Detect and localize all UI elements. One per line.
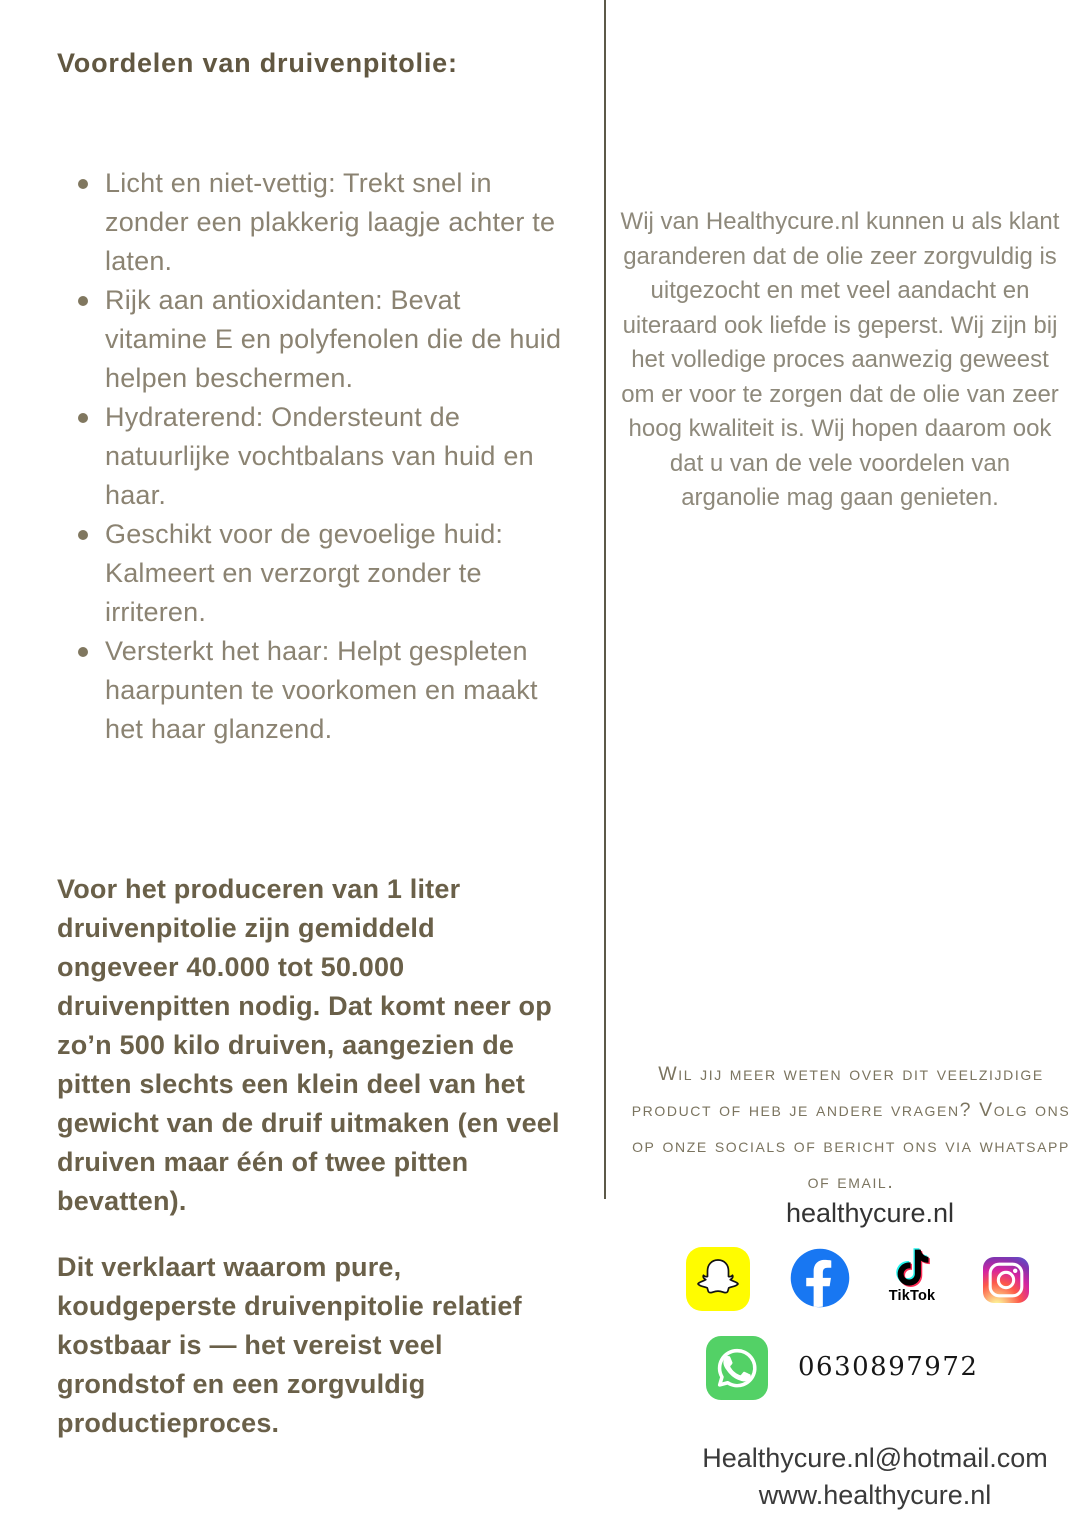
page-title: Voordelen van druivenpitolie: (57, 48, 458, 78)
column-divider (604, 0, 606, 1199)
left-column (57, 48, 569, 1438)
brand-name: healthycure.nl (785, 1198, 955, 1228)
whatsapp-icon[interactable] (706, 1336, 768, 1400)
contact-block (655, 1440, 1080, 1514)
whatsapp-number[interactable]: 0630897972 (798, 1352, 979, 1382)
list-item: Hydraterend: Ondersteunt de natuurlijke vochtbalans van huid en haar. (57, 398, 569, 515)
list-item: Geschikt voor de gevoelige huid: Kalmeert en verzorgt zonder te irriteren. (57, 515, 569, 632)
website-url[interactable]: www.healthycure.nl (758, 1480, 992, 1510)
tiktok-label: TikTok (888, 1288, 936, 1304)
list-item: Rijk aan antioxidanten: Bevat vitamine E en polyfenolen die de huid helpen beschermen. (57, 281, 569, 398)
benefits-list (57, 164, 569, 749)
instagram-icon[interactable] (983, 1257, 1029, 1303)
email-address[interactable]: Healthycure.nl@hotmail.com (702, 1443, 1048, 1473)
contact-cta-text: Wil jij meer weten over dit veelzijdige product of heb je andere vragen? Volg ons op onze socials of bericht ons via whatsapp of email. (631, 1063, 1071, 1193)
production-paragraph: Voor het produceren van 1 liter druivenpitolie zijn gemiddeld ongeveer 40.000 tot 50.000 druivenpitten nodig. Dat komt neer op zo’n 500 kilo druiven, aangezien de pitten slechts een klein deel van het gewicht van de druif uitmaken (en veel druiven maar één of twee pitten bevatten). (57, 874, 560, 1216)
facebook-icon[interactable] (789, 1247, 851, 1309)
tiktok-icon[interactable] (884, 1244, 940, 1306)
cost-paragraph: Dit verklaart waarom pure, koudgeperste druivenpitolie relatief kostbaar is — het vereist veel grondstof en een zorgvuldig productieproces. (57, 1252, 522, 1438)
snapchat-icon[interactable] (686, 1247, 750, 1311)
quality-statement: Wij van Healthycure.nl kunnen u als klant garanderen dat de olie zeer zorgvuldig is uitgezocht en met veel aandacht en uiteraard ook liefde is geperst. Wij zijn bij het volledige proces aanwezig geweest om er voor te zorgen dat de olie van zeer hoog kwaliteit is. Wij hopen daarom ook dat u van de vele voordelen van arganolie mag gaan genieten. (620, 208, 1060, 511)
list-item: Licht en niet-vettig: Trekt snel in zonder een plakkerig laagje achter te laten. (57, 164, 569, 281)
list-item: Versterkt het haar: Helpt gespleten haarpunten te voorkomen en maakt het haar glanzend. (57, 632, 569, 749)
